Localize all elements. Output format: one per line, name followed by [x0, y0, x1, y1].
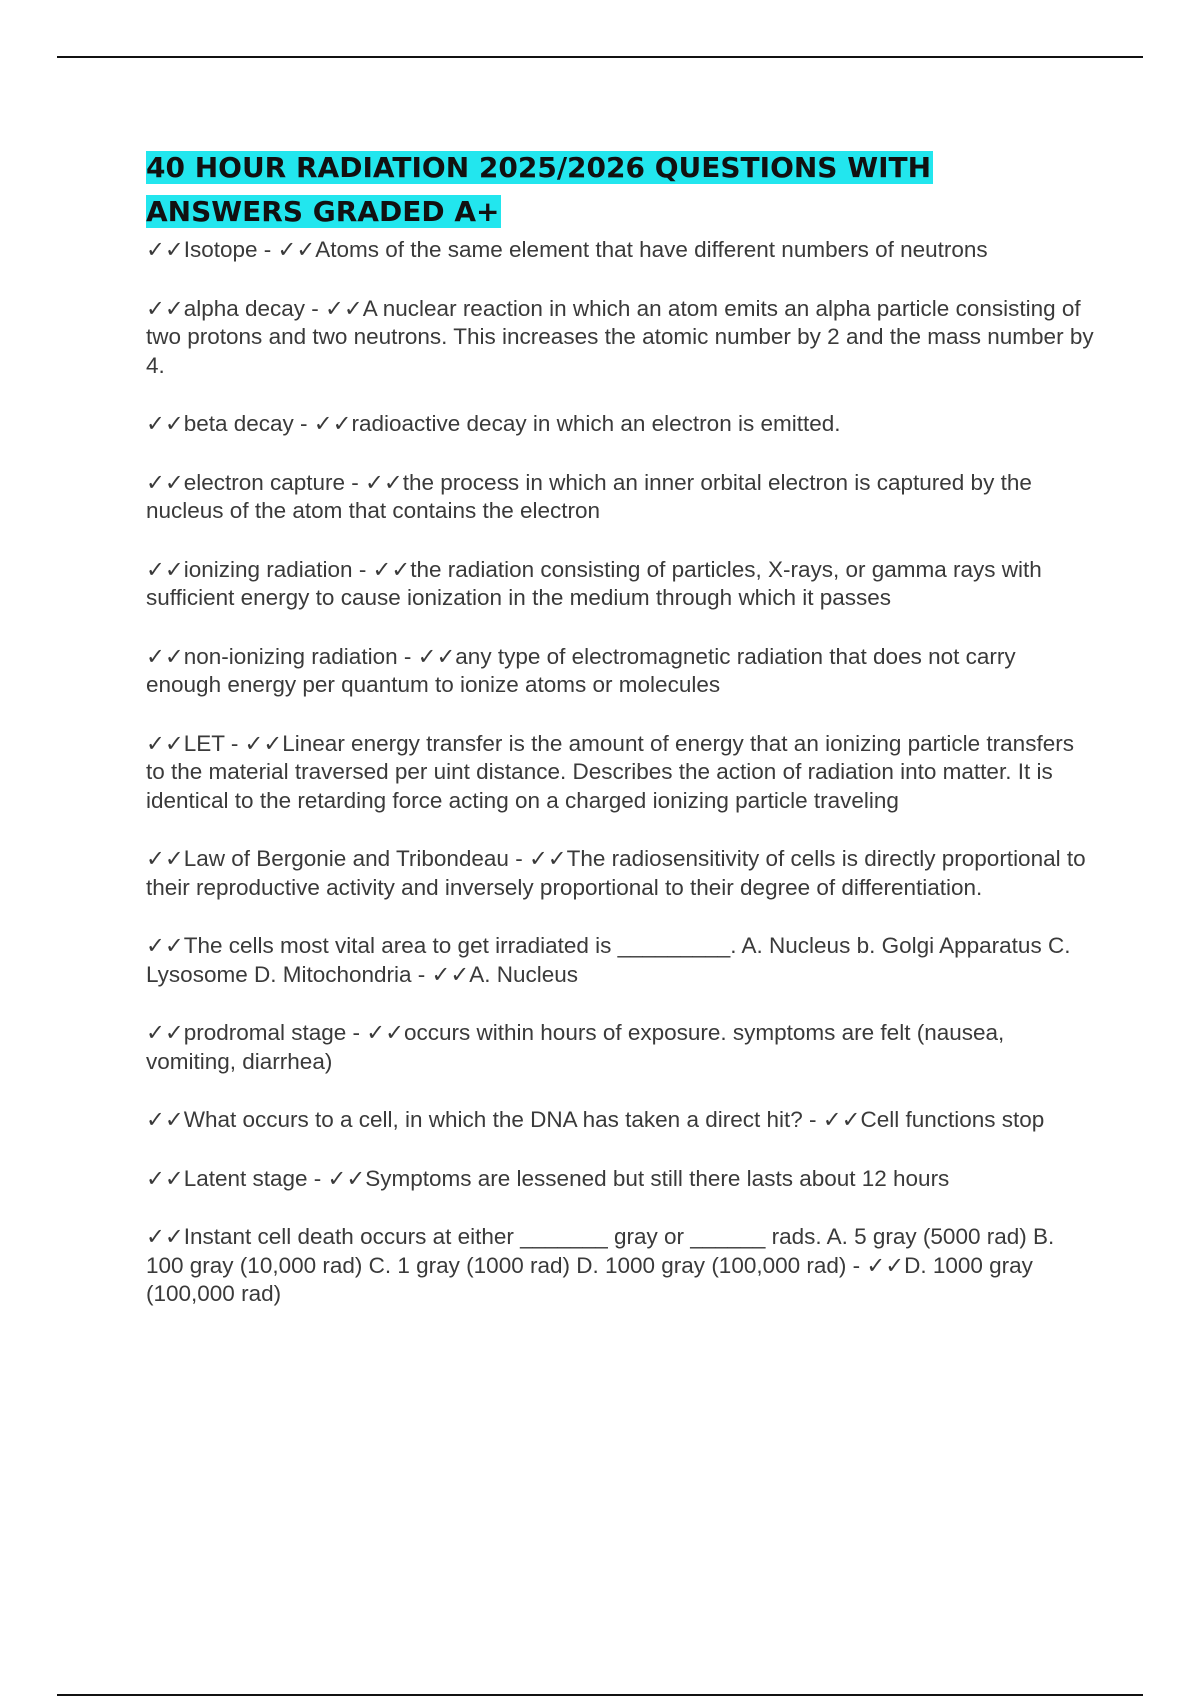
qa-entry: ✓✓ionizing radiation - ✓✓the radiation consisting of particles, X-rays, or gamma rays with sufficient energy to cause ionization in the medium through which it passes	[146, 556, 1042, 610]
title-line-2: ANSWERS GRADED A+	[146, 195, 500, 228]
qa-entry: ✓✓Isotope - ✓✓Atoms of the same element that have different numbers of neutrons	[146, 237, 988, 262]
qa-list	[146, 236, 1096, 1309]
qa-entry: ✓✓Instant cell death occurs at either _______ gray or ______ rads. A. 5 gray (5000 rad) B. 100 gray (10,000 rad) C. 1 gray (1000 rad) D. 1000 gray (100,000 rad) - ✓✓D. 1000 gray (100,000 rad)	[146, 1224, 1055, 1306]
qa-entry: ✓✓non-ionizing radiation - ✓✓any type of electromagnetic radiation that does not carry enough energy per quantum to ionize atoms or molecules	[146, 643, 1016, 697]
top-rule	[57, 56, 1143, 58]
document-body	[146, 146, 1096, 1339]
qa-entry: ✓✓electron capture - ✓✓the process in which an inner orbital electron is captured by the nucleus of the atom that contains the electron	[146, 469, 1032, 523]
qa-entry: ✓✓The cells most vital area to get irradiated is _________. A. Nucleus b. Golgi Apparatus C. Lysosome D. Mitochondria - ✓✓A. Nucleus	[146, 933, 1071, 987]
qa-entry: ✓✓beta decay - ✓✓radioactive decay in which an electron is emitted.	[146, 411, 841, 436]
document-title	[146, 146, 1096, 234]
qa-entry: ✓✓alpha decay - ✓✓A nuclear reaction in which an atom emits an alpha particle consisting of two protons and two neutrons. This increases the atomic number by 2 and the mass number by 4.	[146, 295, 1094, 378]
qa-entry: ✓✓prodromal stage - ✓✓occurs within hours of exposure. symptoms are felt (nausea, vomiting, diarrhea)	[146, 1020, 1005, 1074]
qa-entry: ✓✓Law of Bergonie and Tribondeau - ✓✓The radiosensitivity of cells is directly proportional to their reproductive activity and inversely proportional to their degree of differentiation.	[146, 846, 1086, 900]
qa-entry: ✓✓Latent stage - ✓✓Symptoms are lessened but still there lasts about 12 hours	[146, 1165, 950, 1191]
title-line-1: 40 HOUR RADIATION 2025/2026 QUESTIONS WITH	[146, 151, 932, 184]
qa-entry: ✓✓What occurs to a cell, in which the DNA has taken a direct hit? - ✓✓Cell functions stop	[146, 1107, 1045, 1132]
qa-entry: ✓✓LET - ✓✓Linear energy transfer is the amount of energy that an ionizing particle transfers to the material traversed per uint distance. Describes the action of radiation into matter. It is identical to the retarding force acting on a charged ionizing particle traveling	[146, 730, 1074, 813]
bottom-rule	[57, 1694, 1143, 1696]
